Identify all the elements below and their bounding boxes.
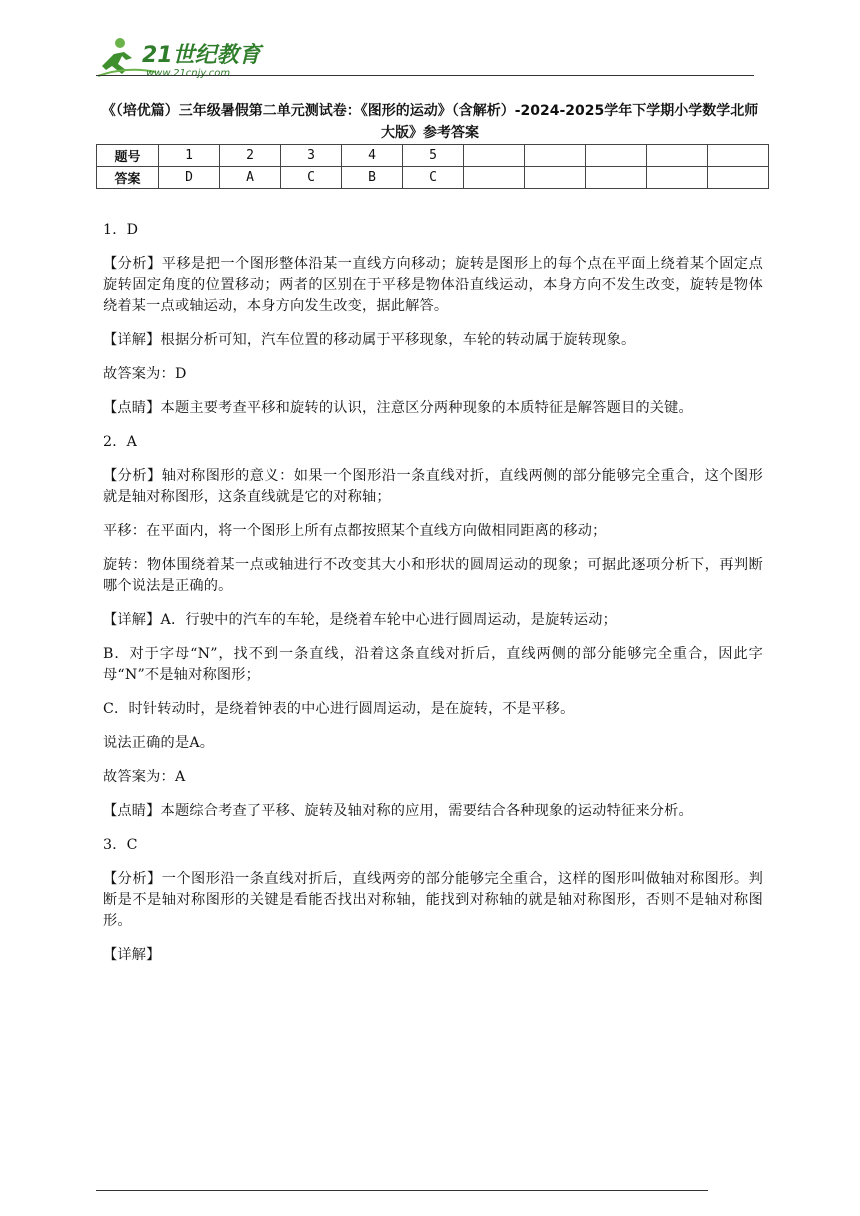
text-paragraph: 说法正确的是A。 xyxy=(103,735,215,751)
logo-url-text: www.21cnjy.com xyxy=(146,68,231,79)
answer-table xyxy=(96,144,769,189)
runner-head-icon xyxy=(115,38,125,48)
answer-paragraph: 故答案为：A xyxy=(103,769,186,785)
number-cell: 3 xyxy=(281,145,342,167)
question-number-1: 1．D xyxy=(103,222,139,238)
number-cell: 2 xyxy=(220,145,281,167)
comment-paragraph: 【点睛】本题综合考查了平移、旋转及轴对称的应用，需要结合各种现象的运动特征来分析。 xyxy=(103,803,693,819)
answer-row xyxy=(97,167,769,189)
answer-cell: B xyxy=(342,167,403,189)
text-paragraph: B．对于字母“N”，找不到一条直线，沿着这条直线对折后，直线两侧的部分能够完全重合，因此字母“N”不是轴对称图形； xyxy=(103,646,763,683)
logo-text: 21世纪教育 xyxy=(142,43,261,68)
footer-rule xyxy=(96,1190,708,1191)
number-cell xyxy=(525,145,586,167)
comment-paragraph: 【点睛】本题主要考查平移和旋转的认识，注意区分两种现象的本质特征是解答题目的关键。 xyxy=(103,400,693,416)
question-number-2: 2．A xyxy=(103,434,138,450)
answer-cell xyxy=(647,167,708,189)
detail-paragraph: 【详解】 xyxy=(103,947,161,963)
answer-cell xyxy=(586,167,647,189)
text-paragraph: 旋转：物体围绕着某一点或轴进行不改变其大小和形状的圆周运动的现象；可据此逐项分析下，再判断哪个说法是正确的。 xyxy=(103,557,763,594)
text-paragraph: C．时针转动时，是绕着钟表的中心进行圆周运动，是在旋转，不是平移。 xyxy=(103,701,575,717)
answer-cell xyxy=(464,167,525,189)
number-cell: 1 xyxy=(159,145,220,167)
number-cell xyxy=(647,145,708,167)
number-cell: 4 xyxy=(342,145,403,167)
row-label-number: 题号 xyxy=(97,145,159,167)
answer-cell: A xyxy=(220,167,281,189)
answer-paragraph: 故答案为：D xyxy=(103,366,187,382)
header-rule xyxy=(96,75,754,76)
analysis-paragraph: 【分析】轴对称图形的意义：如果一个图形沿一条直线对折，直线两侧的部分能够完全重合，这个图形就是轴对称图形，这条直线就是它的对称轴； xyxy=(103,468,763,505)
text-paragraph: 平移：在平面内，将一个图形上所有点都按照某个直线方向做相同距离的移动； xyxy=(103,523,607,539)
number-cell: 5 xyxy=(403,145,464,167)
solution-content xyxy=(103,220,763,979)
answer-cell xyxy=(708,167,769,189)
row-label-answer: 答案 xyxy=(97,167,159,189)
answer-cell xyxy=(525,167,586,189)
analysis-paragraph: 【分析】一个图形沿一条直线对折后，直线两旁的部分能够完全重合，这样的图形叫做轴对称图形。判断是不是轴对称图形的关键是看能否找出对称轴，能找到对称轴的就是轴对称图形，否则不是轴对称图形。 xyxy=(103,871,763,929)
document-title: 《（培优篇）三年级暑假第二单元测试卷：《图形的运动》（含解析）-2024-2025学年下学期小学数学北师大版》参考答案 xyxy=(101,103,759,141)
answer-cell: D xyxy=(159,167,220,189)
number-cell xyxy=(586,145,647,167)
number-cell xyxy=(464,145,525,167)
number-cell xyxy=(708,145,769,167)
analysis-paragraph: 【分析】平移是把一个图形整体沿某一直线方向移动；旋转是图形上的每个点在平面上绕着某个固定点旋转固定角度的位置移动；两者的区别在于平移是物体沿直线运动，本身方向不发生改变，旋转是物体绕着某一点或轴运动，本身方向发生改变，据此解答。 xyxy=(103,256,763,314)
answer-cell: C xyxy=(281,167,342,189)
detail-paragraph: 【详解】根据分析可知，汽车位置的移动属于平移现象，车轮的转动属于旋转现象。 xyxy=(103,332,636,348)
answer-cell: C xyxy=(403,167,464,189)
detail-paragraph: 【详解】A．行驶中的汽车的车轮，是绕着车轮中心进行圆周运动，是旋转运动； xyxy=(103,612,618,628)
question-number-3: 3．C xyxy=(103,837,138,853)
number-row xyxy=(97,145,769,167)
